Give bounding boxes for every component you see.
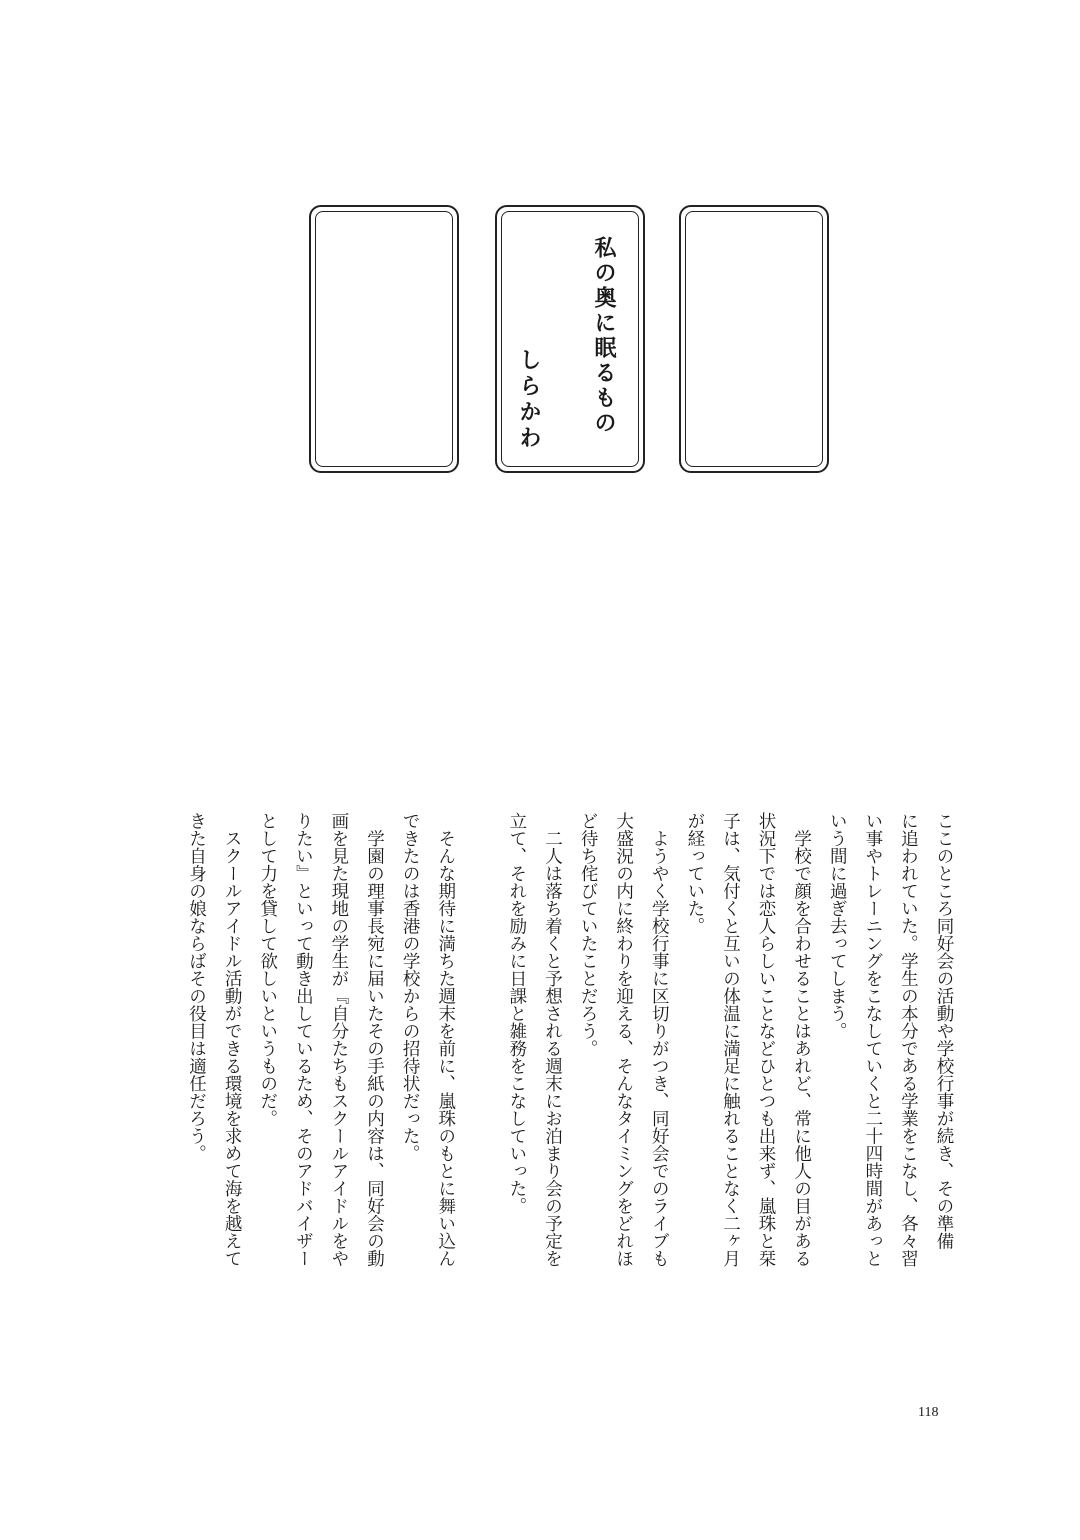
text-line: 学校で顔を合わせることはあれど、常に他人の目がある xyxy=(791,812,812,1267)
text-line: 子は、気付くと互いの体温に満足に触れることなく二ヶ月 xyxy=(720,812,741,1267)
text-line: 二人は落ち着くと予想される週末にお泊まり会の予定を xyxy=(542,812,563,1267)
text-line: が経っていた。 xyxy=(684,812,705,935)
text-line: に追われていた。学生の本分である学業をこなし、各々習 xyxy=(898,812,919,1267)
text-line: 画を見た現地の学生が『自分たちもスクールアイドルをや xyxy=(328,812,349,1267)
body-text xyxy=(178,812,961,1282)
text-line: りたい』といって動き出しているため、そのアドバイザー xyxy=(293,812,314,1267)
text-line: スクールアイドル活動ができる環境を求めて海を越えて xyxy=(222,812,243,1267)
section-break xyxy=(463,812,499,1282)
text-line: い事やトレーニングをこなしていくと二十四時間があっと xyxy=(862,812,883,1267)
text-line: 状況下では恋人らしいことなどひとつも出来ず、嵐珠と栞 xyxy=(756,812,777,1267)
text-line: きた自身の娘ならばその役目は適任だろう。 xyxy=(186,812,207,1162)
text-line: 学園の理事長宛に届いたその手紙の内容は、同好会の動 xyxy=(364,812,385,1267)
text-line: そんな期待に満ちた週末を前に、嵐珠のもとに舞い込ん xyxy=(435,812,456,1267)
text-line: いう間に過ぎ去ってしまう。 xyxy=(827,812,848,1040)
story-title: 私の奥に眠るもの xyxy=(591,236,616,436)
text-line: として力を貸して欲しいというものだ。 xyxy=(257,812,278,1127)
text-line: できたのは香港の学校からの招待状だった。 xyxy=(400,812,421,1162)
decorative-frame-right xyxy=(679,205,829,473)
text-line: ここのところ同好会の活動や学校行事が続き、その準備 xyxy=(934,812,954,1250)
text-line: 立て、それを励みに日課と雑務をこなしていった。 xyxy=(506,812,527,1215)
page-number: 118 xyxy=(918,1405,939,1420)
author-name: しらかわ xyxy=(516,348,541,452)
decorative-frame-left xyxy=(309,205,459,473)
text-line: ようやく学校行事に区切りがつき、同好会でのライブも xyxy=(649,812,670,1267)
text-line: 大盛況の内に終わりを迎える、そんなタイミングをどれほ xyxy=(613,812,634,1267)
text-line: ど待ち侘びていたことだろう。 xyxy=(578,812,599,1057)
